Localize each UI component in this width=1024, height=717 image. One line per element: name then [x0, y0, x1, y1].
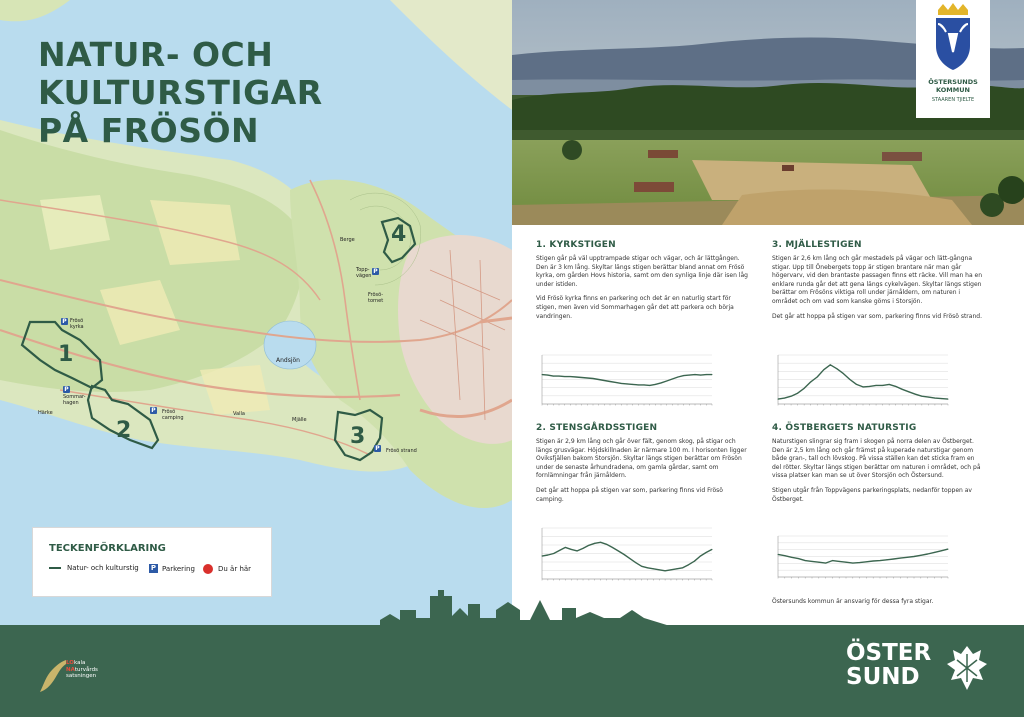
section-mjallestigen [772, 240, 984, 327]
elevation-point [594, 543, 595, 544]
elevation-point [670, 569, 671, 570]
elevation-point [655, 384, 656, 385]
elevation-chart-2 [536, 525, 714, 585]
elevation-point [843, 373, 844, 374]
legend-item-here [203, 564, 251, 574]
elevation-point [666, 380, 667, 381]
lona-logo-text [66, 660, 98, 680]
elevation-point [604, 380, 605, 381]
elevation-point [805, 560, 806, 561]
label-mjalle: Mjälle [292, 417, 307, 423]
legend-trail-label: Natur- och kulturstig [67, 564, 139, 572]
title-line-2: KULTURSTIGAR [38, 73, 323, 112]
elevation-point [553, 553, 554, 554]
elevation-point [895, 386, 896, 387]
elevation-point [576, 377, 577, 378]
label-sommarhagen: Sommar-hagen [63, 394, 86, 406]
trail-number-2: 2 [116, 418, 132, 443]
elevation-point [610, 381, 611, 382]
section-paragraph: Vid Frösö kyrka finns en parkering och det är en naturlig start för stigen, men även vid Sommarhagen går det att parkera och börja vandringen. [536, 295, 734, 320]
elevation-point [791, 396, 792, 397]
elevation-point [621, 383, 622, 384]
label-valla: Valla [233, 411, 245, 417]
label-harke: Härke [38, 410, 53, 416]
section-stensgardsstigen [536, 423, 748, 510]
responsibility-note: Östersunds kommun är ansvarig för dessa fyra stigar. [772, 598, 934, 605]
elevation-point [948, 399, 949, 400]
section-ostbergets-naturstig [772, 423, 984, 510]
elevation-point [695, 374, 696, 375]
elevation-point [907, 557, 908, 558]
section-paragraph: Stigen är 2,6 km lång och går mestadels på vägar och lätt-gångna stigar. Upp till Önebergets topp är stigen brantare när man går högervarv, vid den brantaste passagen finns ett räcke. Vill man ha en enklare runda går det att gena längs cykelvägen. Skyltar längs stigen berättar om Frösöns viktiga roll under järnåldern, om naturen i området och om vad som kanske göms i Storsjön. [772, 255, 983, 305]
lona-red-part: LO [66, 660, 74, 666]
elevation-point [581, 377, 582, 378]
elevation-point [565, 547, 566, 548]
elevation-point [798, 558, 799, 559]
elevation-point [866, 561, 867, 562]
elevation-point [577, 550, 578, 551]
elevation-line [542, 542, 712, 571]
brand-line-1: ÖSTER [846, 640, 932, 666]
snowflake-mark-icon [946, 644, 988, 692]
elevation-point [542, 374, 543, 375]
elevation-point [559, 376, 560, 377]
elevation-point [791, 557, 792, 558]
elevation-line [778, 365, 948, 399]
elevation-point [700, 375, 701, 376]
elevation-point [706, 374, 707, 375]
elevation-point [797, 393, 798, 394]
elevation-point [712, 549, 713, 550]
elevation-point [632, 384, 633, 385]
legend-item-trail [49, 564, 139, 572]
parking-icon: P [150, 564, 157, 572]
municipality-subtitle: STAAREN TJIELTE [931, 97, 975, 103]
elevation-point [825, 563, 826, 564]
elevation-point [644, 384, 645, 385]
elevation-point [928, 397, 929, 398]
elevation-point [849, 379, 850, 380]
elevation-point [873, 561, 874, 562]
elevation-point [583, 548, 584, 549]
elevation-point [676, 568, 677, 569]
elevation-point [547, 555, 548, 556]
label-andsjon: Andsjön [276, 357, 300, 364]
lona-line-2: turvårds [74, 666, 98, 673]
elevation-point [542, 556, 543, 557]
section-paragraph: Det går att hoppa på stigen var som, parkering finns vid Frösö strand. [772, 312, 982, 320]
elevation-point [588, 545, 589, 546]
elevation-point [846, 562, 847, 563]
title-line-1: NATUR- OCH [38, 35, 274, 74]
section-paragraph: Stigen är 2,9 km lång och går över fält, genom skog, på stigar och längs grusvägar. Höjdskillnaden är närmare 100 m. I horisonten ligger Oviksfjällen bakom Storsjön. Skyltar längs stigen berättar om Frösön under de senaste århundradena, om gamla gårdar, samt om fornlämningar från järnåldern. [536, 438, 747, 480]
section-kyrkstigen [536, 240, 748, 327]
elevation-point [683, 375, 684, 376]
elevation-point [553, 376, 554, 377]
lona-red-part: NA [66, 666, 75, 673]
elevation-point [927, 554, 928, 555]
municipality-name-line-1: ÖSTERSUNDS [928, 78, 978, 86]
elevation-point [624, 554, 625, 555]
section-title: 2. STENSGÅRDSSTIGEN [536, 423, 658, 433]
section-paragraph: Stigen utgår från Toppvägens parkeringsplats, nedanför toppen av Östberget. [772, 486, 972, 503]
elevation-chart-4 [772, 533, 950, 583]
elevation-point [941, 550, 942, 551]
elevation-point [653, 568, 654, 569]
parking-icon: P [375, 445, 380, 452]
elevation-point [934, 552, 935, 553]
section-paragraph: Stigen går på väl upptrampade stigar och vägar, och är lättgången. Den är 3 km lång. Skyltar längs stigen berättar bland annat om Frösö kyrka, om gården Hovs historia, samt om den synliga linje där isen låg under istiden. [536, 255, 748, 288]
elevation-point [706, 552, 707, 553]
elevation-point [600, 542, 601, 543]
elevation-line [778, 549, 948, 563]
elevation-point [876, 385, 877, 386]
coat-of-arms-icon [916, 0, 990, 78]
section-title: 4. ÖSTBERGETS NATURSTIG [772, 423, 917, 433]
elevation-point [570, 376, 571, 377]
elevation-point [627, 383, 628, 384]
elevation-point [659, 569, 660, 570]
elevation-point [856, 384, 857, 385]
label-froso-strand: Frösö strand [386, 448, 417, 454]
parking-icon: P [62, 318, 67, 325]
elevation-point [869, 386, 870, 387]
elevation-point [559, 550, 560, 551]
elevation-point [784, 555, 785, 556]
elevation-point [934, 398, 935, 399]
elevation-point [649, 385, 650, 386]
elevation-point [618, 550, 619, 551]
elevation-point [661, 382, 662, 383]
parking-icon: P [373, 268, 378, 275]
legend-here-label: Du är här [218, 565, 252, 573]
elevation-point [900, 558, 901, 559]
trail-line-icon [49, 567, 61, 569]
elevation-point [694, 561, 695, 562]
trail-number-4: 4 [391, 222, 407, 247]
elevation-point [593, 378, 594, 379]
elevation-point [688, 564, 689, 565]
elevation-point [941, 398, 942, 399]
elevation-point [700, 556, 701, 557]
elevation-point [678, 377, 679, 378]
elevation-point [778, 554, 779, 555]
elevation-point [587, 378, 588, 379]
elevation-point [804, 388, 805, 389]
lona-line-3: satsningen [66, 673, 97, 679]
town-skyline [380, 590, 670, 630]
section-paragraph: Naturstigen slingrar sig fram i skogen på norra delen av Östberget. Den är 2,5 km lång och går främst på kuperade naturstigar genom både gran-, tall och lövskog. På vissa ställen kan det sticka fram en del rötter. Skyltar längs stigen berättar om naturen i området, och på vissa platser kan man se ut över Storsjön och Östersund. [772, 438, 981, 480]
label-frosotornet: Frösö-tornet [368, 292, 384, 304]
elevation-point [832, 560, 833, 561]
municipality-name-line-2: KOMMUN [936, 86, 970, 94]
elevation-point [615, 382, 616, 383]
legend-item-parking [149, 564, 195, 573]
ostersund-brand [846, 641, 931, 689]
elevation-point [948, 549, 949, 550]
elevation-point [839, 561, 840, 562]
elevation-chart-3 [772, 352, 950, 410]
elevation-point [908, 391, 909, 392]
title-line-3: PÅ FRÖSÖN [38, 111, 260, 150]
elevation-point [921, 396, 922, 397]
elevation-chart-1 [536, 352, 714, 410]
brand-line-2: SUND [846, 664, 920, 690]
elevation-point [629, 558, 630, 559]
label-toppvagen: Topp-vägen [356, 267, 372, 279]
lona-line-1: kala [73, 660, 86, 666]
elevation-point [852, 563, 853, 564]
you-are-here-icon [203, 564, 213, 574]
elevation-point [920, 555, 921, 556]
elevation-point [817, 377, 818, 378]
elevation-point [810, 381, 811, 382]
elevation-point [889, 384, 890, 385]
elevation-point [836, 368, 837, 369]
elevation-point [863, 386, 864, 387]
elevation-point [547, 375, 548, 376]
elevation-point [635, 562, 636, 563]
map-legend [32, 527, 272, 597]
elevation-point [682, 567, 683, 568]
label-berge: Berge [340, 237, 355, 243]
elevation-point [830, 364, 831, 365]
elevation-point [882, 385, 883, 386]
elevation-point [606, 544, 607, 545]
elevation-point [812, 561, 813, 562]
municipality-crest [916, 0, 990, 118]
elevation-point [859, 562, 860, 563]
elevation-point [689, 375, 690, 376]
section-title: 1. KYRKSTIGEN [536, 240, 616, 250]
section-paragraph: Det går att hoppa på stigen var som, parkering finns vid Frösö camping. [536, 486, 723, 503]
elevation-point [612, 547, 613, 548]
elevation-point [647, 567, 648, 568]
page-title [38, 36, 323, 150]
label-froso-kyrka: Frösö kyrka [70, 318, 84, 330]
trail-number-3: 3 [350, 424, 366, 449]
elevation-point [823, 369, 824, 370]
elevation-point [886, 559, 887, 560]
elevation-point [778, 399, 779, 400]
parking-icon: P [64, 386, 69, 393]
elevation-point [902, 389, 903, 390]
section-title: 3. MJÄLLESTIGEN [772, 240, 862, 250]
parking-icon: P [151, 407, 156, 414]
elevation-point [672, 379, 673, 380]
label-froso-camping: Frösö camping [162, 409, 184, 421]
municipality-name [916, 78, 990, 94]
elevation-point [641, 566, 642, 567]
elevation-point [893, 558, 894, 559]
elevation-point [818, 562, 819, 563]
elevation-point [665, 570, 666, 571]
elevation-point [784, 398, 785, 399]
elevation-point [571, 549, 572, 550]
island-logo-icon [38, 654, 68, 694]
elevation-point [564, 376, 565, 377]
legend-title: TECKENFÖRKLARING [49, 543, 166, 554]
elevation-point [712, 374, 713, 375]
elevation-point [598, 379, 599, 380]
elevation-point [914, 556, 915, 557]
legend-parking-label: Parkering [162, 564, 195, 573]
elevation-point [915, 394, 916, 395]
trail-number-1: 1 [58, 342, 74, 367]
elevation-point [880, 560, 881, 561]
elevation-point [638, 384, 639, 385]
